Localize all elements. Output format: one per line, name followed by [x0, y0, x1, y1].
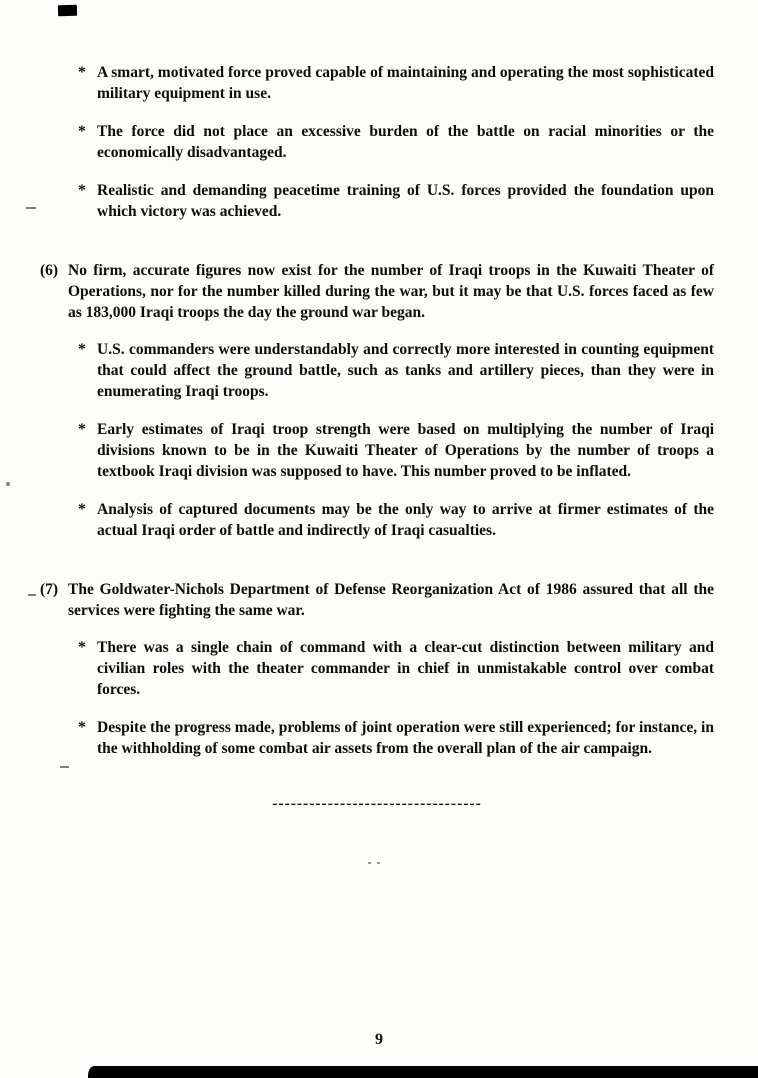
scan-artifact-edge	[28, 594, 36, 596]
bullet-text: A smart, motivated force proved capable of maintaining and operating the most sophisticated military equipment in use.	[97, 64, 714, 102]
numbered-item	[40, 260, 714, 323]
bullet-text: The force did not place an excessive burden of the battle on racial minorities or the economically disadvantaged.	[97, 123, 714, 161]
scan-artifact-top	[58, 5, 77, 17]
sub-bullet-list	[40, 339, 714, 541]
bullet-marker: *	[78, 64, 86, 81]
bullet-marker: *	[78, 123, 86, 140]
numbered-item-text: No firm, accurate figures now exist for the number of Iraqi troops in the Kuwaiti Theater of Operations, nor for the number killed during the war, but it may be that U.S. forces faced as few as 183,000 Iraqi troops the day the ground war began.	[68, 262, 714, 321]
list-item	[78, 419, 714, 482]
list-item	[78, 637, 714, 700]
bullet-marker: *	[78, 639, 86, 656]
page-content	[40, 62, 714, 814]
bullet-marker: *	[78, 421, 86, 438]
list-item	[78, 339, 714, 402]
bullet-text: Early estimates of Iraqi troop strength were based on multiplying the number of Iraqi divisions known to be in the Kuwaiti Theater of Operations by the number of troops a textbook Iraqi division was supposed to have. This number proved to be inflated.	[97, 421, 714, 480]
list-item	[78, 717, 714, 759]
bullet-text: There was a single chain of command with a clear-cut distinction between military and civilian roles with the theater commander in chief in unmistakable control over combat forces.	[97, 639, 714, 698]
bullet-marker: *	[78, 182, 86, 199]
scan-artifact-dots	[368, 862, 382, 865]
scan-artifact-edge	[26, 207, 36, 209]
bullet-text: Realistic and demanding peacetime training of U.S. forces provided the foundation upon which victory was achieved.	[97, 182, 714, 220]
bullet-marker: *	[78, 501, 86, 518]
list-item	[78, 499, 714, 541]
list-item	[78, 62, 714, 104]
numbered-item	[40, 579, 714, 621]
scan-artifact-bottom-bar	[88, 1066, 758, 1078]
bullet-text: Analysis of captured documents may be the only way to arrive at firmer estimates of the actual Iraqi order of battle and indirectly of Iraqi casualties.	[97, 501, 714, 539]
item-number: (7)	[40, 581, 59, 598]
sub-bullet-list	[40, 637, 714, 759]
item-number: (6)	[40, 262, 59, 279]
list-item	[78, 180, 714, 222]
bullet-text: U.S. commanders were understandably and correctly more interested in counting equipment that could affect the ground battle, such as tanks and artillery pieces, than they were in enumerating Iraqi troops.	[97, 341, 714, 400]
bullet-marker: *	[78, 341, 86, 358]
scan-artifact-edge	[6, 482, 10, 486]
bullet-text: Despite the progress made, problems of joint operation were still experienced; for instance, in the withholding of some combat air assets from the overall plan of the air campaign.	[97, 719, 714, 757]
numbered-item-text: The Goldwater-Nichols Department of Defense Reorganization Act of 1986 assured that all the services were fighting the same war.	[68, 581, 714, 619]
page-number: 9	[375, 1031, 383, 1048]
bullet-marker: *	[78, 719, 86, 736]
section-separator: ----------------------------------	[272, 795, 482, 812]
list-item	[78, 121, 714, 163]
